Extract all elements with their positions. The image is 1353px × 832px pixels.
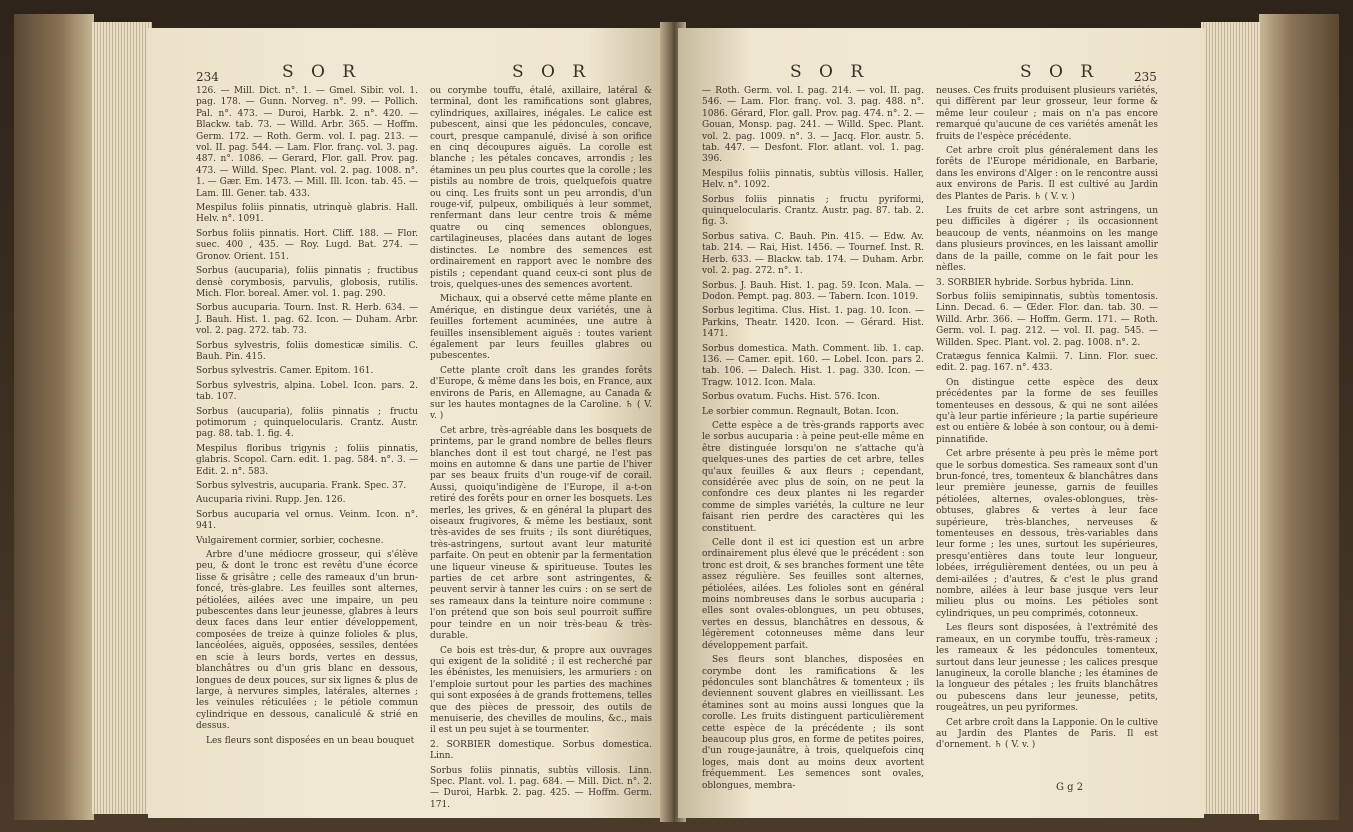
paragraph: Cet arbre croît plus généralement dans les forêts de l'Europe méridionale, en Barbarie, dans les environs d'Alger : on le rencontre aussi aux environs de Paris. Il est cultivé au Jardin des Plantes de Paris. ♄ ( V. v. ) [936, 146, 1158, 202]
paragraph: Sorbus ovatum. Fuchs. Hist. 576. Icon. [702, 392, 880, 403]
paragraph: 126. — Mill. Dict. n°. 1. — Gmel. Sibir. vol. 1. pag. 178. — Gunn. Norveg. n°. 99. — Pollich. Pal. n°. 473. — Duroi, Harbk. 2. n°. 420. — Blackw. tab. 73. — Willd. Arbr. 365. — Hoffm. Germ. 172. — Roth. Germ. vol. I. pag. 213. — vol. II. pag. 544. — Lam. Flor. franç. vol. 3. pag. 487. n°. 1086. — Gerard, Flor. gall. Prov. pag. 473. — Willd. Spec. Plant. vol. 2. pag. 1008. n°. 1. — Gær. Em. 1473. — Mill. Ill. Icon. tab. 45. — Lam. Ill. Gener. tab. 433. [196, 86, 418, 199]
paragraph: Arbre d'une médiocre grosseur, qui s'élève peu, & dont le tronc est revêtu d'une écorce lisse & grisâtre ; celle des rameaux d'un brun-foncé, très-glabre. Les feuilles sont alternes, pétiolées, ailées avec une impaire, un peu pubescentes dans leur jeunesse, glabres à leurs deux faces dans leur entier développement, composées de treize à quinze folioles & plus, lancéolées, aiguës, opposées, sessiles, dentées en scie à leurs bords, vertes en dessus, blanchâtres ou d'un gris blanc en dessous, longues de deux pouces, sur six lignes & plus de large, à nervures simples, latérales, alternes ; les veinules réticulées ; le pétiole commun cylindrique en dessous, canaliculé & strié en dessus. [196, 550, 418, 732]
paragraph: — Roth. Germ. vol. I. pag. 214. — vol. II. pag. 546. — Lam. Flor. franç. vol. 3. pag. 488. n°. 1086. Gérard, Flor. gall. Prov. pag. 474. n°. 2. — Gouan, Monsp. pag. 241. — Willd. Spec. Plant. vol. 2. pag. 1009. n°. 3. — Jacq. Flor. austr. 5. tab. 447. — Desfont. Flor. atlant. vol. 1. pag. 396. [702, 86, 924, 165]
running-head: S O R [282, 62, 362, 82]
paragraph: Cratægus fennica Kalmii. 7. Linn. Flor. suec. edit. 2. pag. 167. n°. 433. [936, 351, 1158, 374]
paragraph: 3. SORBIER hybride. Sorbus hybrida. Linn. [936, 277, 1134, 288]
left-cover [14, 14, 94, 820]
paragraph: Mespilus foliis pinnatis, subtùs villosis. Haller, Helv. n°. 1092. [702, 168, 924, 191]
paragraph: Celle dont il est ici question est un arbre ordinairement plus élevé que le précédent : son tronc est droit, & ses branches forment une tête assez régulière. Ses feuilles sont alternes, pétiolées, ailées. Les folioles sont en général moins nombreuses dans le sorbus aucuparia ; elles sont ovales-oblongues, un peu obtuses, vertes en dessus, blanchâtres en dessous, & légèrement cotonneuses même dans leur développement parfait. [702, 538, 924, 651]
running-head: S O R [790, 62, 870, 82]
paragraph: Sorbus legitima. Clus. Hist. 1. pag. 10. Icon. — Parkins, Theatr. 1420. Icon. — Gérard. Hist. 1471. [702, 306, 924, 340]
paragraph: neuses. Ces fruits produisent plusieurs variétés, qui diffèrent par leur grosseur, leur forme & même leur couleur ; mais on n'a pas encore remarqué qu'aucune de ces variétés amenât les fruits de l'espèce précédente. [936, 86, 1158, 142]
signature-mark: G g 2 [1056, 782, 1084, 793]
paragraph: Sorbus domestica. Math. Comment. lib. 1. cap. 136. — Camer. epit. 160. — Lobel. Icon. pars 2. tab. 106. — Dalech. Hist. 1. pag. 330. Icon. — Tragw. 1012. Icon. Mala. [702, 343, 924, 388]
paragraph: Sorbus aucuparia vel ornus. Veinm. Icon. n°. 941. [196, 509, 418, 532]
paragraph: Sorbus sativa. C. Bauh. Pin. 415. — Edw. Av. tab. 214. — Rai, Hist. 1456. — Tournef. Inst. R. Herb. 633. — Blackw. tab. 174. — Duham. Arbr. vol. 2. pag. 272. n°. 1. [702, 231, 924, 277]
paragraph: Le sorbier commun. Regnault, Botan. Icon. [702, 406, 899, 417]
paragraph: Les fleurs sont disposées en un beau bouquet [206, 735, 415, 746]
paragraph: Ses fleurs sont blanches, disposées en corymbe dont les ramifications & les pédoncules sont blanchâtres & tomenteux ; ils deviennent souvent glabres en vieillissant. Les étamines sont au moins aussi longues que la corolle. Les fruits distinguent particulièrement cette espèce de la précédente ; ils sont beaucoup plus gros, en forme de petites poires, d'un rouge-jaunâtre, à trois, quelquefois cinq loges, mais dont au moins deux avortent fréquemment. Les semences sont ovales, oblongues, membra- [702, 655, 924, 791]
paragraph: Sorbus foliis pinnatis, subtùs villosis. Linn. Spec. Plant. vol. 1. pag. 684. — Mill. Dict. n°. 2. — Duroi, Harbk. 2. pag. 425. — Hoffm. Germ. 171. [430, 765, 652, 810]
paragraph: Sorbus foliis pinnatis. Hort. Cliff. 188. — Flor. suec. 400 , 435. — Roy. Lugd. Bat. 274. — Gronov. Orient. 151. [196, 228, 418, 262]
paragraph: Sorbus aucuparia. Tourn. Inst. R. Herb. 634. — J. Bauh. Hist. 1. pag. 62. Icon. — Duham. Arbr. vol. 2. pag. 272. tab. 73. [196, 303, 418, 337]
paragraph: Sorbus foliis pinnatis ; fructu pyriformi, quinquelocularis. Crantz. Austr. pag. 87. tab. 2. fig. 3. [702, 194, 924, 228]
paragraph: Aucuparia rivini. Rupp. Jen. 126. [196, 495, 346, 506]
paragraph: Cet arbre, très-agréable dans les bosquets de printems, par le grand nombre de belles fleurs blanches dont il est tout chargé, ne l'est pas moins en automne & dans une partie de l'hiver par ses beaux fruits d'un rouge-vif de corail. Aussi, quoiqu'indigène de l'Europe, il a-t-on retiré des forêts pour en orner les bosquets. Les merles, les grives, & en général la plupart des oiseaux frugivores, & même les bestiaux, sont très-avides de ses fruits ; ils sont diurétiques, très-astringens, surtout avant leur maturité parfaite. On peut en obtenir par la fermentation une liqueur vineuse & spiritueuse. Toutes les parties de cet arbre sont astringentes, & peuvent servir à tanner les cuirs : on se sert de ses rameaux dans la teinture noire commune : l'on prétend que son bois seul pourroit suffire pour teindre en un noir très-beau & très-durable. [430, 425, 652, 642]
paragraph: Cette plante croît dans les grandes forêts d'Europe, & même dans les bois, en France, aux environs de Paris, en Allemagne, au Canada & sur les hautes montagnes de la Caroline. ♄ ( V. v. ) [430, 365, 652, 422]
paragraph: Sorbus foliis semipinnatis, subtùs tomentosis. Linn. Decad. 6. — Œder. Flor. dan. tab. 30. — Willd. Arbr. 366. — Hoffm. Germ. 171. — Roth. Germ. vol. I. pag. 212. — vol. II. pag. 545. — Willden. Spec. Plant. vol. 2. pag. 1008. n°. 2. [936, 291, 1158, 348]
paragraph: Les fruits de cet arbre sont astringens, un peu difficiles à digérer ; ils occasionnent beaucoup de vents, néanmoins on les mange dans plusieurs provinces, en les laissant amollir dans de la paille, comme on le fait pour les nèfles. [936, 206, 1158, 274]
paragraph: 2. SORBIER domestique. Sorbus domestica. Linn. [430, 739, 652, 762]
text-column [430, 86, 652, 814]
paragraph: Michaux, qui a observé cette même plante en Amérique, en distingue deux variétés, une à feuilles fortement acuminées, une autre à feuilles insensiblement aiguës : toutes varient également par leurs feuilles glabres ou pubescentes. [430, 294, 652, 362]
paragraph: Sorbus sylvestris, foliis domesticæ similis. C. Bauh. Pin. 415. [196, 340, 418, 362]
paragraph: Cette espèce a de très-grands rapports avec le sorbus aucuparia : à peine peut-elle même en être distinguée lorsqu'on ne s'attache qu'à quelques-unes des parties de cet arbre, telles qu'aux feuilles & aux fleurs ; cependant, considérée avec plus de soin, on ne peut la confondre ces deux plantes ni les regarder comme de simples variétés, la culture ne leur faisant rien perdre des caractères qui les constituent. [702, 420, 924, 534]
running-head: S O R [512, 62, 592, 82]
paragraph: Ce bois est très-dur, & propre aux ouvrages qui exigent de la solidité ; il est recherché par les ébénistes, les menuisiers, les armuriers : on l'emploie surtout pour les parties des machines qui sont exposées à de grands frottemens, telles que des pièces de pressoir, des outils de menuiserie, des chevilles de moulins, &c., mais il est un peu sujet à se tourmenter. [430, 645, 652, 736]
right-page [678, 28, 1204, 818]
right-page-edges [1201, 22, 1261, 814]
text-column [936, 86, 1158, 755]
left-page [148, 28, 666, 818]
paragraph: Cet arbre présente à peu près le même port que le sorbus domestica. Ses rameaux sont d'un brun-foncé, tres, tomenteux & blanchâtres dans leur première jeunesse, garnis de feuilles pétiolées, alternes, ovales-oblongues, très-obtuses, glabres & vertes à leur face supérieure, très-blanches, nerveuses & tomenteuses en dessous, très-variables dans leur forme ; les unes, surtout les supérieures, presqu'entières dans toute leur longueur, lobées, irrégulièrement dentées, ou un peu à demi-ailées ; d'autres, & c'est le plus grand nombre, ailées à leur base jusque vers leur milieu plus ou moins. Les pétioles sont cylindriques, un peu comprimés, cotonneux. [936, 449, 1158, 619]
paragraph: Sorbus sylvestris, alpina. Lobel. Icon. pars. 2. tab. 107. [196, 380, 418, 403]
left-page-edges [92, 22, 152, 814]
text-column [196, 86, 418, 750]
paragraph: Sorbus (aucuparia), foliis pinnatis ; fructu potimorum ; quinquelocularis. Crantz. Austr. pag. 88. tab. 1. fig. 4. [196, 406, 418, 440]
paragraph: ou corymbe touffu, étalé, axillaire, latéral & terminal, dont les ramifications sont glabres, cylindriques, axillaires, inégales. Le calice est pubescent, ainsi que les pédoncules, concave, court, presque campanulé, divisé à son orifice en cinq découpures aiguës. La corolle est blanche ; les pétales concaves, arrondis ; les étamines un peu plus courtes que la corolle ; les pistils au nombre de trois, quelquefois quatre ou cinq. Les fruits sont un peu arrondis, d'un rouge-vif, pulpeux, ombiliqués à leur sommet, renfermant dans leur centre trois & même quatre ou cinq semences oblongues, cartilagineuses, placées dans autant de loges distinctes. Le nombre des semences est ordinairement en rapport avec le nombre des pistils ; cependant quand ceux-ci sont plus de trois, quelques-unes des semences avortent. [430, 86, 652, 290]
paragraph: Cet arbre croît dans la Lapponie. On le cultive au Jardin des Plantes de Paris. Il est d'ornement. ♄ ( V. v. ) [936, 717, 1158, 751]
running-head: S O R [1020, 62, 1100, 82]
paragraph: Vulgairement cormier, sorbier, cochesne. [196, 535, 384, 546]
paragraph: Les fleurs sont disposées, à l'extrémité des rameaux, en un corymbe touffu, très-rameux ; les rameaux & les pédoncules tomenteux, surtout dans leur jeunesse ; les calices presque lanugineux, la corolle blanche ; les étamines de la longueur des pétales ; les fruits blanchâtres ou pubescens dans leur jeunesse, petits, rougeâtres, un peu pyriformes. [936, 623, 1158, 714]
paragraph: Mespilus foliis pinnatis, utrinquè glabris. Hall. Helv. n°. 1091. [196, 203, 418, 225]
paragraph: Sorbus sylvestris, aucuparia. Frank. Spec. 37. [196, 481, 407, 491]
paragraph: Sorbus (aucuparia), foliis pinnatis ; fructibus densè corymbosis, parvulis, globosis, rutilis. Mich. Flor. boreal. Amer. vol. 1. pag. 290. [196, 266, 418, 299]
text-column [702, 86, 924, 795]
page-number: 234 [196, 70, 219, 84]
paragraph: Mespilus floribus trigynis ; foliis pinnatis, glabris. Scopol. Carn. edit. 1. pag. 584. n°. 3. — Edit. 2. n°. 583. [196, 443, 418, 477]
paragraph: Sorbus. J. Bauh. Hist. 1. pag. 59. Icon. Mala. — Dodon. Pempt. pag. 803. — Tabern. Icon. 1019. [702, 280, 924, 302]
paragraph: On distingue cette espèce des deux précédentes par la forme de ses feuilles tomenteuses en dessous, & qui ne sont ailées qu'à leur partie inférieure ; la partie supérieure est ou entière & lobée à son contour, ou à demi-pinnatifide. [936, 377, 1158, 445]
page-number: 235 [1134, 70, 1157, 84]
right-cover [1259, 14, 1339, 820]
paragraph: Sorbus sylvestris. Camer. Epitom. 161. [196, 366, 374, 377]
